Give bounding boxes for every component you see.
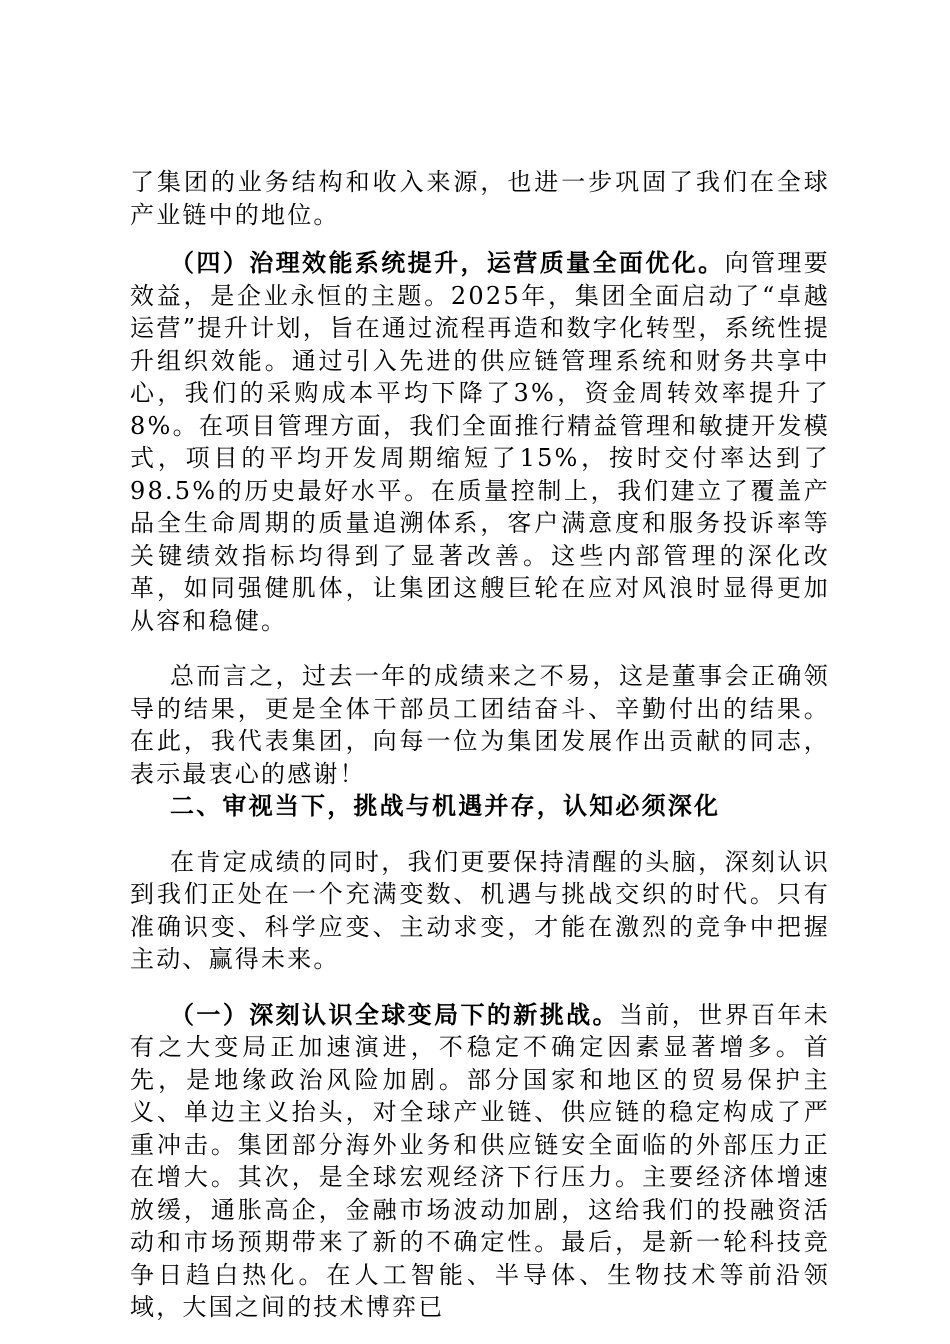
paragraph-governance [130,247,830,637]
paragraph-intro: 在肯定成绩的同时，我们更要保持清醒的头脑，深刻认识到我们正处在一个充满变数、机遇与挑战交织的时代。只有准确识变、科学应变、主动求变，才能在激烈的竞争中把握主动、赢得未来。 [130,847,830,973]
paragraph-global-challenges-lead: （一）深刻认识全球变局下的新挑战。 [170,999,619,1029]
paragraph-global-challenges-body: 当前，世界百年未有之大变局正加速演进，不稳定不确定因素显著增多。首先，是地缘政治风险加剧。部分国家和地区的贸易保护主义、单边主义抬头，对全球产业链、供应链的稳定构成了严重冲击。集团部分海外业务和供应链安全面临的外部压力正在增大。其次，是全球宏观经济下行压力。主要经济体增速放缓，通胀高企，金融市场波动加剧，这给我们的投融资活动和市场预期带来了新的不确定性。最后，是新一轮科技竞争日趋白热化。在人工智能、半导体、生物技术等前沿领域，大国之间的技术博弈已 [130,1000,830,1321]
section-heading: 二、审视当下，挑战与机遇并存，认知必须深化 [170,791,721,820]
paragraph-summary: 总而言之，过去一年的成绩来之不易，这是董事会正确领导的结果，更是全体干部员工团结奋斗、辛勤付出的结果。在此，我代表集团，向每一位为集团发展作出贡献的同志，表示最衷心的感谢！ [130,662,830,788]
paragraph-governance-body: 向管理要效益，是企业永恒的主题。2025年，集团全面启动了“卓越运营”提升计划，旨在通过流程再造和数字化转型，系统性提升组织效能。通过引入先进的供应链管理系统和财务共享中心，我们的采购成本平均下降了3%，资金周转效率提升了8%。在项目管理方面，我们全面推行精益管理和敏捷开发模式，项目的平均开发周期缩短了15%，按时交付率达到了98.5%的历史最好水平。在质量控制上，我们建立了覆盖产品全生命周期的质量追溯体系，客户满意度和服务投诉率等关键绩效指标均得到了显著改善。这些内部管理的深化改革，如同强健肌体，让集团这艘巨轮在应对风浪时显得更加从容和稳健。 [130,249,830,635]
paragraph-global-challenges [130,999,830,1324]
paragraph-continuation: 了集团的业务结构和收入来源，也进一步巩固了我们在全球产业链中的地位。 [130,168,830,229]
paragraph-governance-lead: （四）治理效能系统提升，运营质量全面优化。 [170,248,725,277]
document-page [130,166,830,1324]
